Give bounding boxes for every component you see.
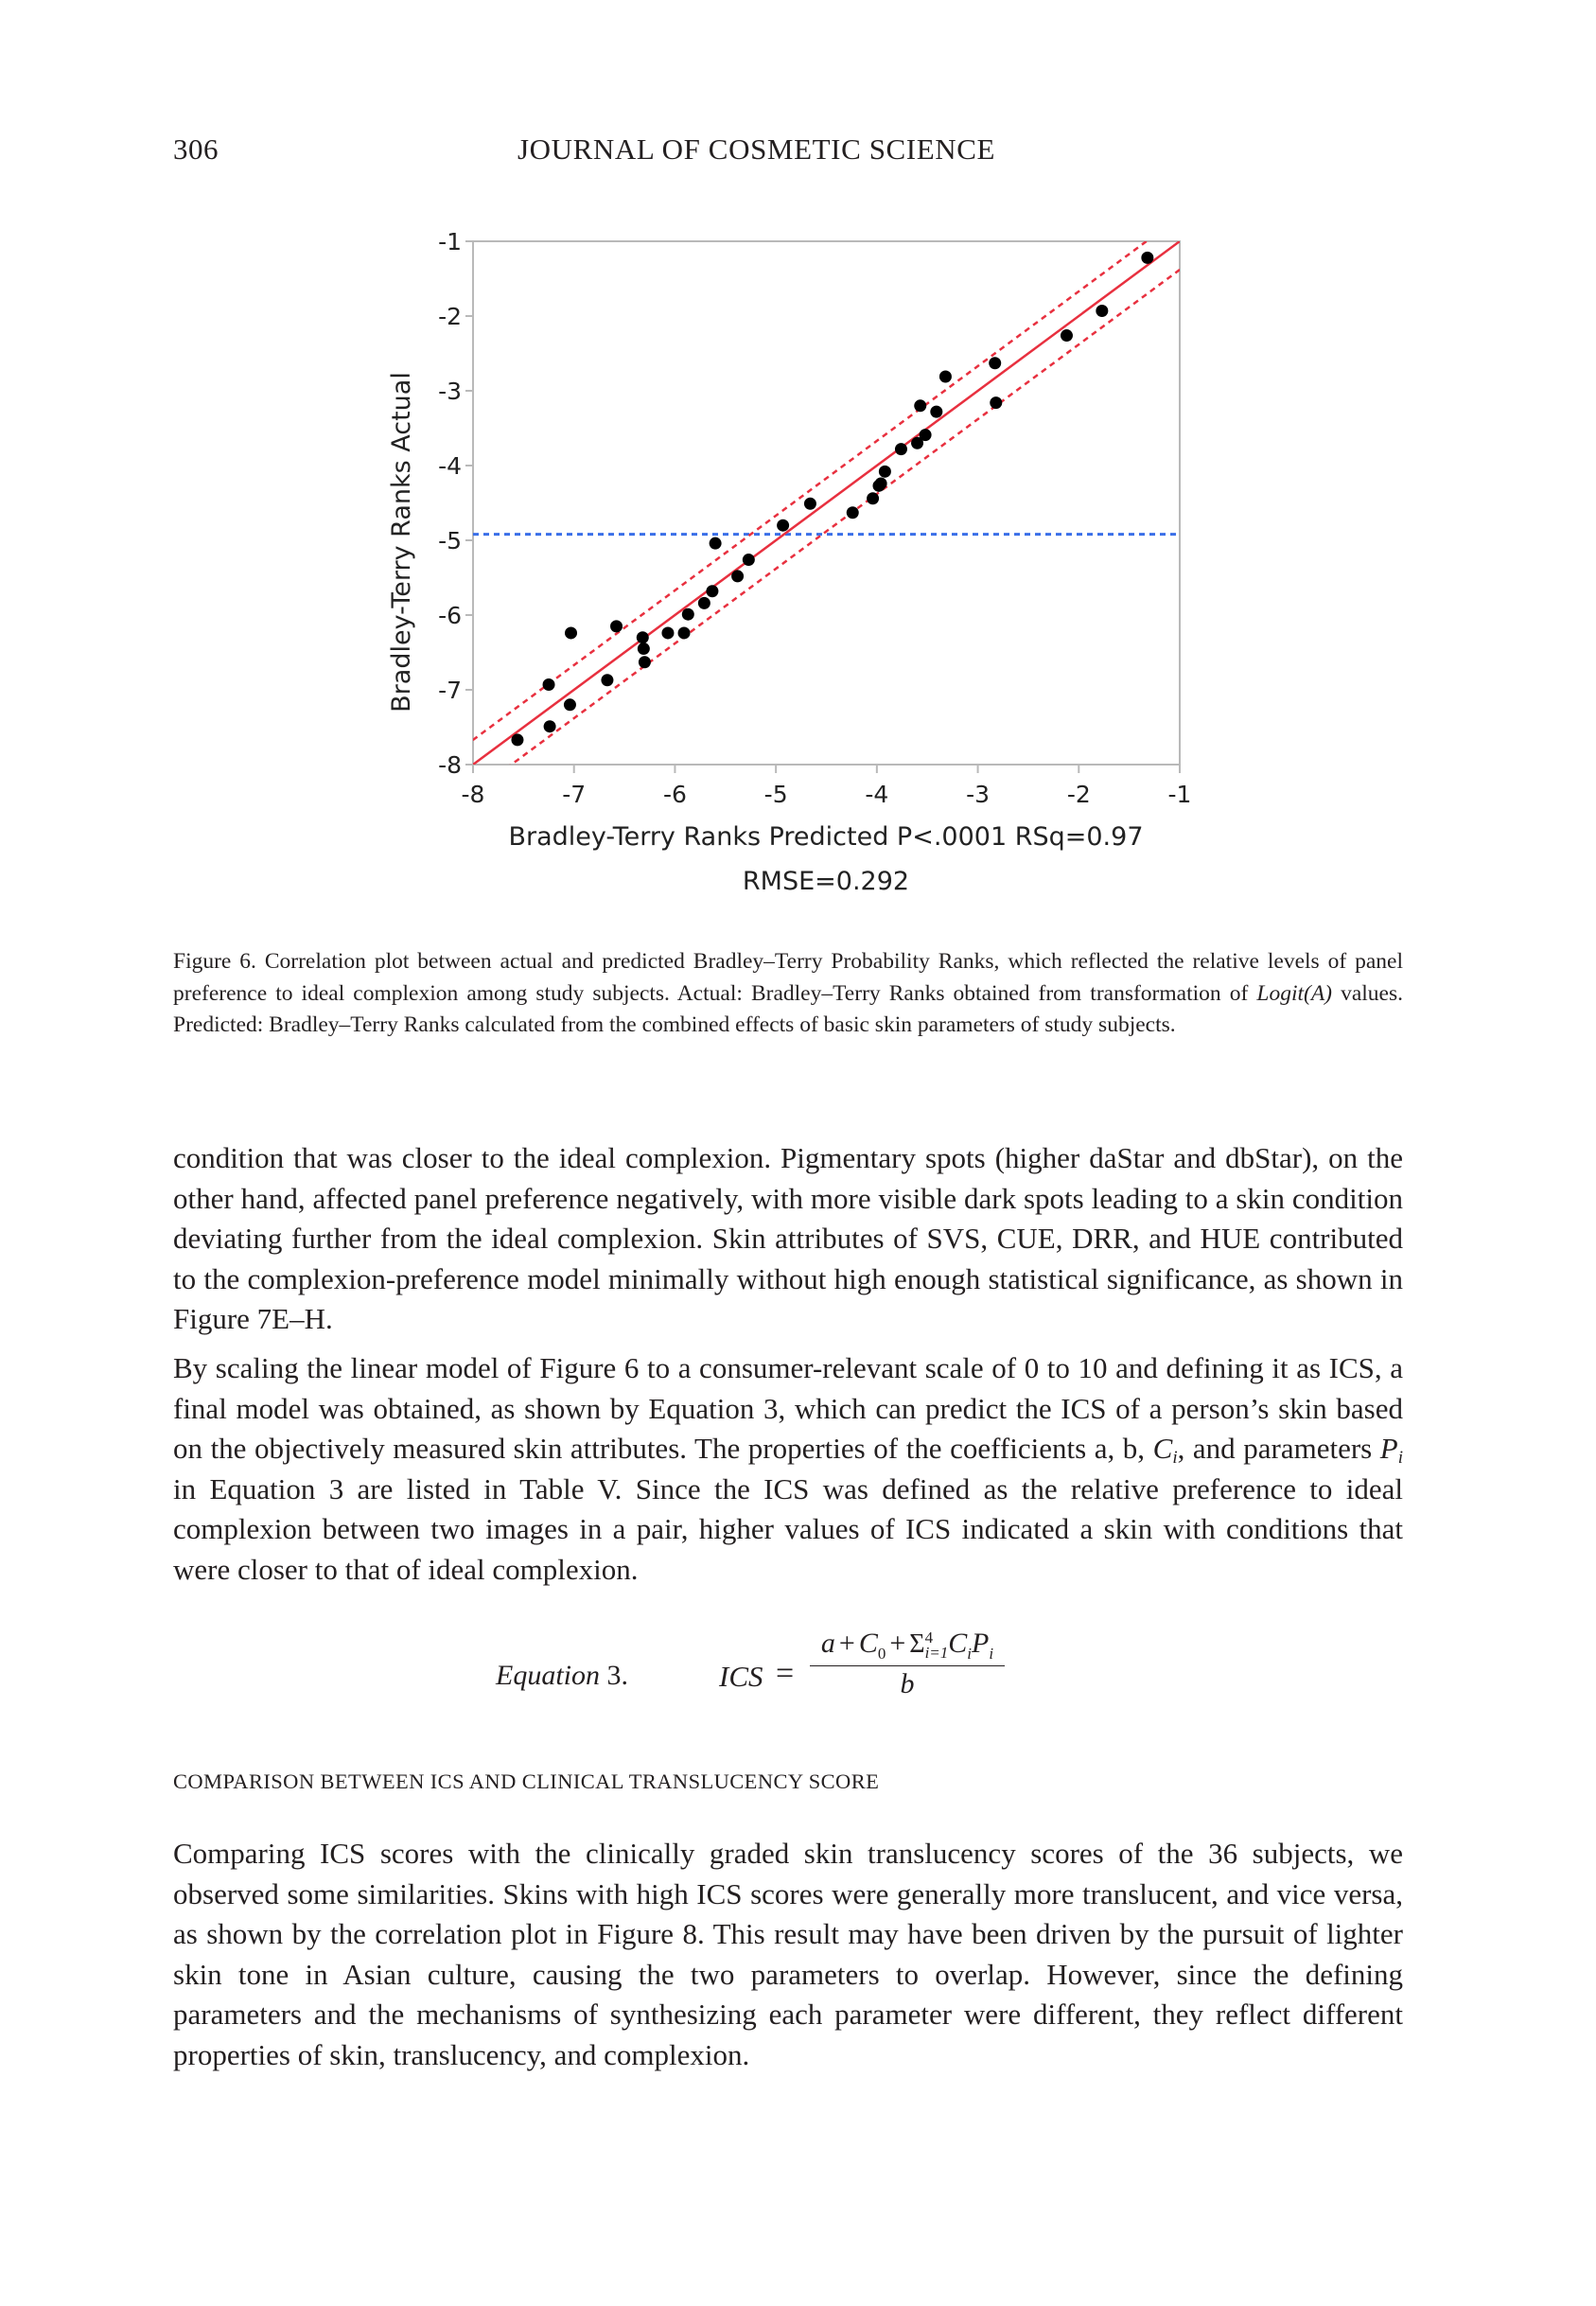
para2-text-b: , and parameters <box>1177 1432 1380 1465</box>
subscript-i: i <box>1172 1448 1178 1468</box>
data-point <box>914 399 926 412</box>
para2-text-c: in Equation 3 are listed in Table V. Since the ICS was defined as the relative preference to ideal complexion between two images in a pair, higher values of ICS indicated a skin with conditions that were closer to that of ideal complexion. <box>173 1471 1403 1586</box>
data-point <box>678 626 691 639</box>
data-point <box>731 570 744 582</box>
data-point <box>743 554 755 566</box>
data-point <box>989 357 1001 369</box>
body-paragraph-1: condition that was closer to the ideal complexion. Pigmentary spots (higher daStar and dbStar), on the other hand, affected panel preference negatively, with more visible dark spots leading to a skin condition deviating further from the ideal complexion. Skin attributes of SVS, CUE, DRR, and HUE contributed to the complexion-preference model minimally without high enough statistical significance, as shown in Figure 7E–H. <box>173 1141 1403 1335</box>
x-tick-label: -3 <box>966 781 991 808</box>
body-paragraph-2 <box>173 1348 1403 1590</box>
data-point <box>565 626 577 639</box>
x-axis-label-rmse: RMSE=0.292 <box>742 867 910 896</box>
data-point <box>777 519 789 532</box>
equation-numerator <box>808 1628 1007 1665</box>
journal-title: JOURNAL OF COSMETIC SCIENCE <box>517 132 996 166</box>
equation-fraction <box>808 1628 1007 1700</box>
caption-text: Correlation plot between actual and predicted Bradley–Terry Probability Ranks, which reflected the relative levels of panel preference to ideal complexion among study subjects. Actual: Bradley–Terry Ranks obtained from transformation of <box>173 949 1404 1006</box>
term-pi: P <box>972 1628 990 1659</box>
data-point <box>706 585 718 597</box>
y-tick-label: -6 <box>438 602 462 629</box>
data-point <box>1096 305 1108 317</box>
y-tick-label: -4 <box>438 452 462 480</box>
data-point <box>1141 252 1153 264</box>
x-axis-label: Bradley-Terry Ranks Predicted P<.0001 RSq=0.97 <box>508 822 1144 852</box>
equation-3 <box>492 1628 1154 1732</box>
figure-label: Figure 6. <box>173 949 256 974</box>
plus-sign: + <box>838 1628 855 1659</box>
plus-sign: + <box>889 1628 906 1659</box>
data-point <box>1061 329 1073 342</box>
data-point <box>610 620 623 632</box>
data-point <box>511 733 523 746</box>
data-point <box>710 537 722 550</box>
data-point <box>682 608 694 621</box>
data-point <box>564 698 576 711</box>
figure-6-scatter-plot <box>378 227 1211 908</box>
subscript-i: i <box>967 1645 973 1663</box>
caption-text-end: values. Predicted: Bradley–Terry Ranks calculated from the combined effects of basic skin parameters of study subjects. <box>173 980 1403 1037</box>
data-point <box>939 370 952 382</box>
data-point <box>637 631 649 643</box>
data-point <box>920 429 932 441</box>
x-tick-label: -2 <box>1066 781 1091 808</box>
data-point <box>543 678 555 691</box>
y-tick-label: -5 <box>438 527 462 554</box>
y-tick-label: -3 <box>438 378 462 405</box>
equation-denominator: b <box>900 1668 915 1699</box>
equation-label <box>496 1660 628 1692</box>
data-point <box>879 466 891 478</box>
correlation-chart <box>378 227 1211 908</box>
para2-text-a: By scaling the linear model of Figure 6 to a consumer-relevant scale of 0 to 10 and defining it as ICS, a final model was obtained, as shown by Equation 3, which can predict the ICS of a person’s skin based on the objectively measured skin attributes. The properties of the coefficients a, b, <box>173 1351 1403 1465</box>
data-point <box>875 477 887 489</box>
data-point <box>639 656 651 668</box>
x-tick-label: -6 <box>662 781 687 808</box>
parameter-p: P <box>1379 1432 1398 1465</box>
section-heading: COMPARISON BETWEEN ICS AND CLINICAL TRANSLUCENCY SCORE <box>173 1769 880 1793</box>
page-number: 306 <box>173 132 219 166</box>
data-point <box>544 720 556 732</box>
x-tick-label: -8 <box>461 781 485 808</box>
y-tick-label: -2 <box>438 303 462 330</box>
sum-upper-limit: 4 <box>924 1628 934 1647</box>
body-paragraph-3: Comparing ICS scores with the clinically graded skin translucency scores of the 36 subjects, we observed some similarities. Skins with high ICS scores were generally more translucent, and vice versa, as shown by the correlation plot in Figure 8. This result may have been driven by the pursuit of lighter skin tone in Asian culture, causing the two parameters to overlap. However, since the defining parameters and the mechanisms of synthesizing each parameter were different, they reflect different properties of skin, translucency, and complexion. <box>173 1837 1403 2071</box>
equation-label-word: Equation <box>496 1660 600 1691</box>
subscript-i: i <box>1397 1448 1403 1468</box>
equation-lhs: ICS <box>719 1660 763 1693</box>
caption-italic-term: Logit(A) <box>1256 980 1333 1006</box>
y-tick-label: -8 <box>438 751 462 779</box>
sum-limits <box>925 1630 949 1661</box>
sum-lower-limit: i=1 <box>924 1644 949 1663</box>
equation-label-number: 3. <box>606 1660 628 1691</box>
figure-caption <box>173 946 1403 1042</box>
x-tick-label: -1 <box>1167 781 1192 808</box>
subscript-0: 0 <box>877 1645 886 1663</box>
y-axis-label: Bradley-Terry Ranks Actual <box>387 372 416 713</box>
data-point <box>638 643 650 655</box>
equation-equals: = <box>776 1656 795 1691</box>
data-point <box>847 506 859 519</box>
x-tick-label: -4 <box>865 781 889 808</box>
data-point <box>930 406 942 418</box>
y-tick-label: -1 <box>438 228 462 255</box>
data-point <box>601 674 613 686</box>
running-head <box>173 132 1422 170</box>
data-point <box>804 498 816 510</box>
x-tick-label: -7 <box>562 781 587 808</box>
data-point <box>698 597 710 609</box>
sum-symbol: Σ <box>909 1629 925 1659</box>
x-tick-label: -5 <box>763 781 788 808</box>
data-point <box>867 492 879 504</box>
term-ci: C <box>948 1628 968 1659</box>
coefficient-c: C <box>1152 1432 1173 1465</box>
term-c0: C <box>858 1628 878 1659</box>
y-tick-label: -7 <box>438 677 462 704</box>
data-point <box>661 626 674 639</box>
data-point <box>990 396 1002 409</box>
data-point <box>895 443 907 455</box>
subscript-i: i <box>989 1645 994 1663</box>
term-a: a <box>820 1628 835 1659</box>
